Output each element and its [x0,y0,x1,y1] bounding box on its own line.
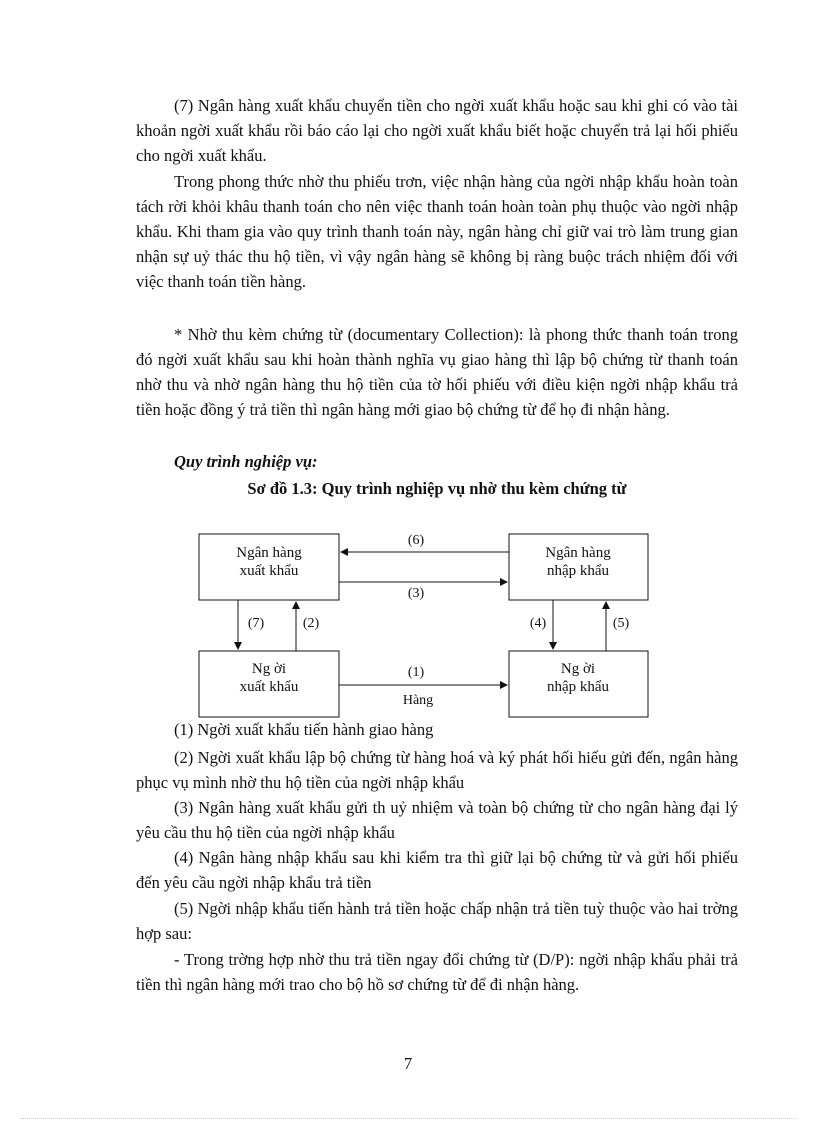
import-bank-label-line1: Ngân hàng [545,545,611,561]
label-step-6: (6) [407,533,425,548]
exporter-label-line1: Ng ời [251,661,287,677]
paragraph-documentary-collection: * Nhờ thu kèm chứng từ (documentary Collection): là phong thức thanh toán trong đó ngời xuất khẩu sau khi hoàn thành nghĩa vụ giao hàng thì lập bộ chứng từ thanh toán nhờ thu và nhờ ngân hàng thu hộ tiền của tờ hối phiếu với điều kiện ngời nhập khẩu trả tiền hoặc đồng ý trả tiền thì ngân hàng mới giao bộ chứng từ để họ đi nhận hàng. [136,325,738,419]
step-3-text: (3) Ngân hàng xuất khẩu gửi th uỷ nhiệm và toàn bộ chứng từ cho ngân hàng đại lý yêu cầu thu hộ tiền của ngời nhập khẩu [136,798,738,842]
label-goods: Hàng [402,693,434,708]
label-step-4: (4) [529,616,547,631]
export-bank-label-line2: xuất khẩu [239,563,299,579]
step-2-text: (2) Ngời xuất khẩu lập bộ chứng từ hàng hoá và ký phát hối hiếu gửi đến, ngân hàng phục vụ mình nhờ thu hộ tiền của ngời nhập khẩu [136,748,738,792]
export-bank-label-line1: Ngân hàng [236,545,302,561]
diagram-title: Sơ đồ 1.3: Quy trình nghiệp vụ nhờ thu kèm chứng từ [247,479,627,498]
import-bank-label-line2: nhập khẩu [546,563,610,579]
import-bank-box [509,534,648,600]
label-step-1: (1) [407,665,425,680]
paragraph-step-7: (7) Ngân hàng xuất khẩu chuyển tiền cho ngời xuất khẩu hoặc sau khi ghi có vào tài khoản ngời xuất khẩu rồi báo cáo lại cho ngời xuất khẩu biết hoặc chuyển trả lại hối phiếu cho ngời xuất khẩu. [136,96,738,165]
paragraph-clean-collection: Trong phong thức nhờ thu phiếu trơn, việc nhận hàng của ngời nhập khẩu hoàn toàn tách rời khỏi khâu thanh toán cho nên việc thanh toán hoàn toàn phụ thuộc vào ngời nhập khẩu. Khi tham gia vào quy trình thanh toán này, ngân hàng chỉ giữ vai trò làm trung gian nhận sự uỷ thác thu hộ tiền, vì vậy ngân hàng sẽ không bị ràng buộc trách nhiệm đối với việc thanh toán tiền hàng. [136,172,738,291]
exporter-box [199,651,339,717]
step-5-text: (5) Ngời nhập khẩu tiến hành trả tiền hoặc chấp nhận trả tiền tuỳ thuộc vào hai trờng hợp sau: [136,899,738,943]
step-4-text: (4) Ngân hàng nhập khẩu sau khi kiểm tra thì giữ lại bộ chứng từ và gửi hối phiếu đến yêu cầu ngời nhập khẩu trả tiền [136,848,738,892]
process-heading: Quy trình nghiệp vụ: [174,452,318,471]
importer-label-line2: nhập khẩu [546,679,610,695]
label-step-3: (3) [407,586,425,601]
page-number: 7 [403,1054,413,1073]
label-step-5: (5) [612,616,630,631]
step-1-text: (1) Ngời xuất khẩu tiến hành giao hàng [174,720,434,739]
export-bank-box [199,534,339,600]
exporter-label-line2: xuất khẩu [239,679,299,695]
page-bottom-border [20,1118,796,1119]
label-step-7: (7) [247,616,265,631]
label-step-2: (2) [302,616,320,631]
dp-case-text: - Trong trờng hợp nhờ thu trả tiền ngay đổi chứng từ (D/P): ngời nhập khẩu phải trả tiền thì ngân hàng mới trao cho bộ hồ sơ chứng từ để đi nhận hàng. [136,950,738,994]
importer-label-line1: Ng ời [560,661,596,677]
importer-box [509,651,648,717]
